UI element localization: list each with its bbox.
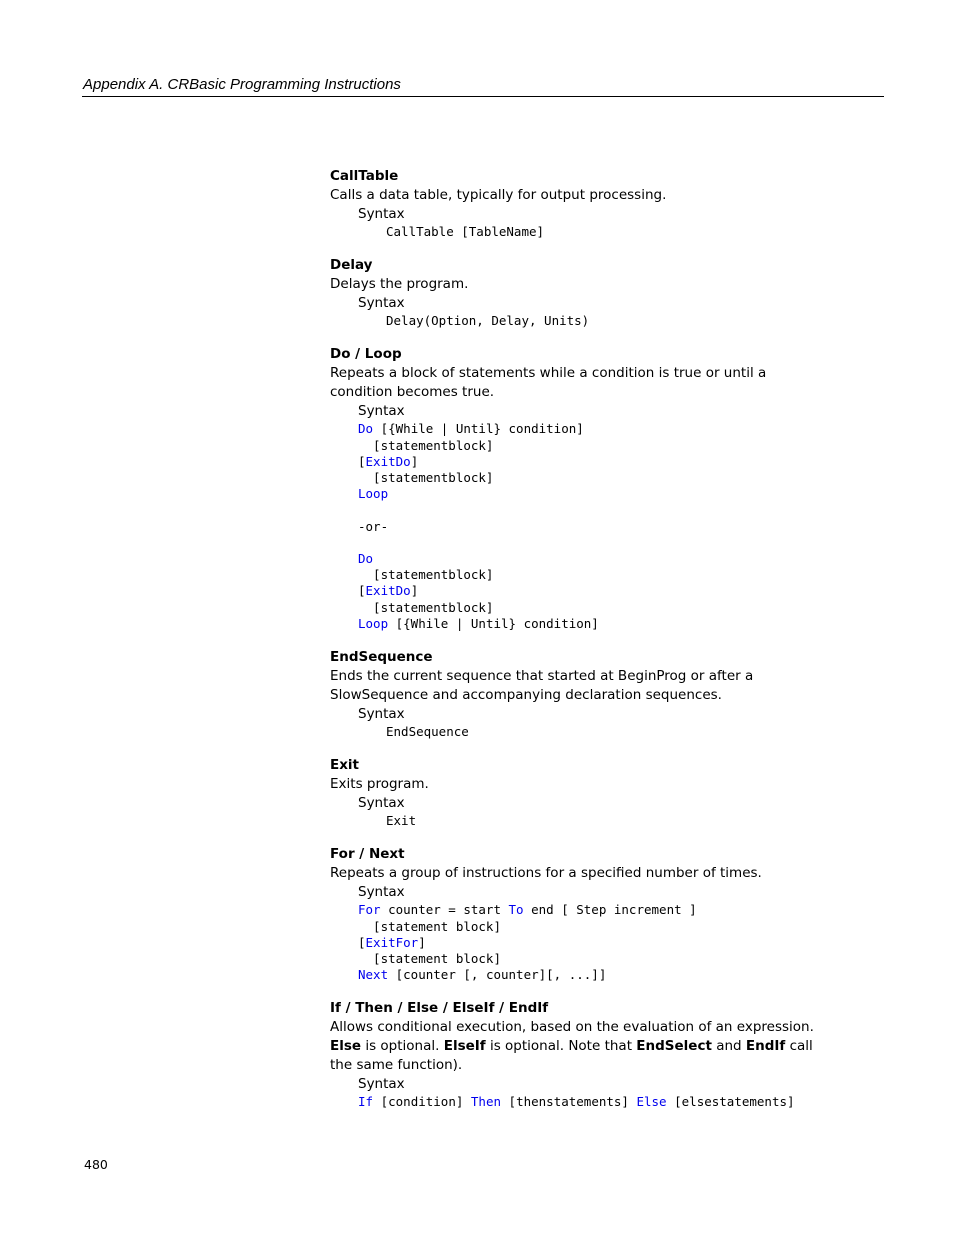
syntax-label: Syntax bbox=[358, 795, 405, 812]
code-line: [ExitDo] bbox=[358, 583, 419, 599]
code-keyword: Do bbox=[358, 421, 374, 437]
code-keyword: ExitDo bbox=[365, 453, 411, 469]
entry-description: Exits program. bbox=[330, 776, 429, 793]
syntax-label: Syntax bbox=[358, 206, 405, 222]
code-line: Do [{While | Until} condition] bbox=[358, 421, 584, 437]
code-line: [statementblock] bbox=[358, 599, 494, 615]
entry-do-loop bbox=[330, 345, 830, 632]
code-line: Exit bbox=[386, 813, 417, 829]
entry-endsequence bbox=[330, 648, 830, 740]
code-keyword: Else bbox=[636, 1094, 667, 1110]
code-line bbox=[358, 486, 830, 502]
bold-keyword: EndSelect bbox=[636, 1038, 712, 1055]
entry-calltable bbox=[330, 167, 830, 240]
code-keyword: Loop bbox=[358, 615, 389, 631]
code-line bbox=[358, 551, 830, 567]
entry-delay bbox=[330, 256, 830, 329]
code-line: Delay(Option, Delay, Units) bbox=[386, 313, 590, 329]
code-keyword: Then bbox=[470, 1094, 502, 1110]
code-block bbox=[330, 1094, 830, 1110]
syntax-label: Syntax bbox=[358, 884, 405, 901]
entry-description: Delays the program. bbox=[330, 276, 469, 293]
code-keyword: For bbox=[358, 902, 381, 918]
code-line: For counter = start To end [ Step increment ] bbox=[358, 902, 697, 918]
code-keyword: To bbox=[508, 902, 524, 918]
entry-title: Exit bbox=[330, 757, 360, 774]
entry-title: CallTable bbox=[330, 168, 399, 184]
entry-title: For / Next bbox=[330, 846, 405, 863]
code-line: If [condition] Then [thenstatements] Else [elsestatements] bbox=[358, 1094, 795, 1110]
code-line: [statement block] bbox=[358, 918, 501, 934]
code-keyword: ExitFor bbox=[365, 934, 419, 950]
code-line: [ExitDo] bbox=[358, 453, 419, 469]
entry-title: Do / Loop bbox=[330, 346, 402, 363]
code-line: [statementblock] bbox=[358, 437, 494, 453]
code-line: [statementblock] bbox=[358, 470, 494, 486]
syntax-label: Syntax bbox=[358, 403, 405, 420]
code-keyword: Loop bbox=[358, 486, 389, 502]
entry-description: Repeats a group of instructions for a specified number of times. bbox=[330, 865, 762, 882]
code-line: Loop [{While | Until} condition] bbox=[358, 615, 599, 631]
bold-keyword: EndIf bbox=[745, 1038, 786, 1055]
code-line: Next [counter [, counter][, ...]] bbox=[358, 967, 607, 983]
code-keyword: Do bbox=[358, 551, 374, 567]
instruction-list bbox=[330, 167, 830, 1127]
entry-description: Calls a data table, typically for output processing. bbox=[330, 187, 667, 203]
entry-description: Repeats a block of statements while a condition is true or until a condition becomes true. bbox=[330, 365, 767, 401]
syntax-label: Syntax bbox=[358, 1076, 405, 1093]
page-number: 480 bbox=[84, 1157, 108, 1172]
code-line: EndSequence bbox=[386, 724, 469, 740]
entry-title: Delay bbox=[330, 257, 373, 274]
code-line: [statement block] bbox=[358, 951, 501, 967]
code-keyword: ExitDo bbox=[365, 583, 411, 599]
bold-keyword: ElseIf bbox=[443, 1038, 486, 1055]
syntax-label: Syntax bbox=[358, 706, 405, 723]
code-keyword: If bbox=[358, 1094, 374, 1110]
code-line: -or- bbox=[358, 518, 389, 534]
code-block bbox=[330, 902, 830, 983]
entry-title: If / Then / Else / ElseIf / EndIf bbox=[330, 1000, 549, 1017]
entry-exit bbox=[330, 756, 830, 829]
entry-if-then-else bbox=[330, 999, 830, 1110]
code-line bbox=[358, 502, 830, 518]
code-line bbox=[358, 535, 830, 551]
code-block bbox=[330, 421, 830, 632]
entry-for-next bbox=[330, 845, 830, 983]
header-rule bbox=[82, 96, 884, 97]
code-line: [statementblock] bbox=[358, 567, 494, 583]
running-header: Appendix A. CRBasic Programming Instructions bbox=[83, 76, 401, 93]
code-line: [ExitFor] bbox=[358, 934, 426, 950]
bold-keyword: Else bbox=[330, 1038, 362, 1055]
entry-description: Ends the current sequence that started at BeginProg or after a SlowSequence and accompanying declaration sequences. bbox=[330, 668, 754, 704]
entry-title: EndSequence bbox=[330, 649, 433, 666]
entry-description: Allows conditional execution, based on the evaluation of an expression. Else is optional. ElseIf is optional. Note that EndSelect and EndIf call the same function). bbox=[330, 1019, 814, 1074]
syntax-label: Syntax bbox=[358, 295, 405, 312]
code-line: CallTable [TableName] bbox=[386, 224, 545, 239]
code-keyword: Next bbox=[358, 967, 389, 983]
